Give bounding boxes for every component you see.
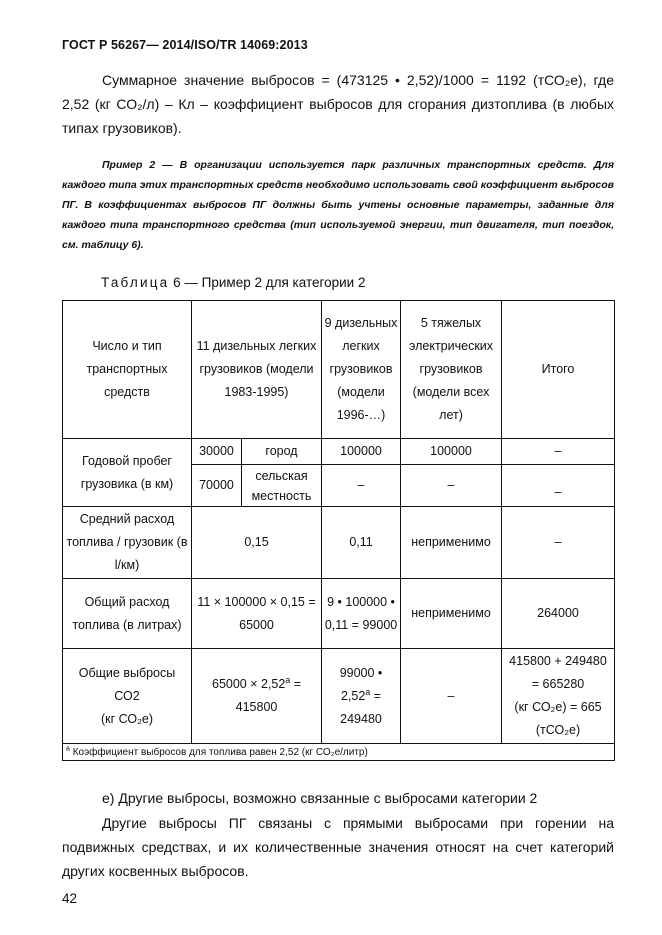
table-footnote: [63, 744, 615, 761]
intro-line-2: 2,52 (кг СО₂/л) – Кл – коэффициент выбросов для сгорания дизтоплива (в любых: [62, 96, 614, 112]
mileage-rural-label: сельская местность: [242, 465, 322, 507]
mileage-col5-city: –: [502, 439, 615, 465]
section-e-heading: е) Другие выбросы, возможно связанные с выбросами категории 2: [102, 790, 538, 806]
emissions-col3-line-2: [324, 685, 398, 708]
table-footnote-row: [63, 744, 615, 761]
emissions-col2: [192, 649, 322, 744]
header-cell-total: Итого: [502, 301, 615, 439]
mileage-city-label: город: [242, 439, 322, 465]
mileage-rural-value: 70000: [192, 465, 242, 507]
footnote-text: Коэффициент выбросов для топлива равен 2,52 (кг СО₂е/литр): [72, 746, 368, 758]
document-header: ГОСТ Р 56267— 2014/ISO/TR 14069:2013: [62, 38, 308, 52]
table-caption-title: Пример 2 для категории 2: [201, 275, 366, 290]
total-fuel-col3: 9 • 100000 • 0,11 = 99000: [322, 579, 401, 649]
header-cell-vehicle-type: Число и тип транспортных средств: [63, 301, 192, 439]
example-2-text: Пример 2 — В организации используется парк различных транспортных средств. Для каждого типа этих транспортных средств необходимо использовать свой коэффициент выбросов ПГ. В коэффициентах выбросов ПГ должны быть учтены основные параметры, заданные для каждого типа транспортного средства (тип используемой энергии, тип двигателя, тип поездок, см. таблицу 6).: [62, 159, 614, 251]
footnote-mark: a: [66, 745, 70, 753]
consumption-col4: неприменимо: [401, 507, 502, 579]
emissions-col5-line-4: (тСО₂е): [535, 723, 581, 737]
emissions-col2-formula: [194, 673, 319, 696]
mileage-col5-rural: –: [502, 465, 615, 507]
mileage-col4-rural: –: [401, 465, 502, 507]
emissions-col5-line-2: = 665280: [531, 677, 585, 691]
table-caption-word: Таблица: [101, 275, 170, 290]
mileage-col3-rural: –: [322, 465, 401, 507]
mileage-col4-city: 100000: [401, 439, 502, 465]
page-number: 42: [62, 891, 78, 906]
table-caption: [101, 275, 365, 290]
emissions-col5-line-3: (кг СО₂е) = 665: [514, 700, 602, 714]
section-e-text: Другие выбросы ПГ связаны с прямыми выбросами при горении на подвижных средствах, и их количественные значения относят на счет категорий других косвенных выбросов.: [62, 815, 614, 879]
emissions-label-line-2: СО2: [114, 688, 140, 703]
row-label-total-fuel: Общий расход топлива (в литрах): [63, 579, 192, 649]
table-header-row: [63, 301, 615, 439]
mileage-col3-city: 100000: [322, 439, 401, 465]
consumption-col5: –: [502, 507, 615, 579]
table-caption-number: 6: [173, 275, 181, 290]
row-label-emissions: [63, 649, 192, 744]
footnote-marker: a: [365, 686, 371, 697]
mileage-city-value: 30000: [192, 439, 242, 465]
table-caption-dash: —: [184, 275, 198, 290]
emissions-label-line-3: (кг СО₂е): [100, 711, 154, 726]
emissions-col5: [502, 649, 615, 744]
emissions-col2-eq: =: [293, 677, 302, 691]
emissions-col5-line-1: 415800 + 249480: [509, 654, 607, 668]
emissions-col3: [322, 649, 401, 744]
header-cell-diesel-old: 11 дизельных легких грузовиков (модели 1983-1995): [192, 301, 322, 439]
intro-line-3: типах грузовиков).: [62, 120, 182, 136]
emissions-col3-line-3: 249480: [340, 711, 382, 726]
emissions-col2-result: 415800: [235, 700, 278, 714]
emissions-col2-expr: 65000 × 2,52: [212, 677, 286, 691]
table-row-total-fuel: [63, 579, 615, 649]
row-label-consumption: Средний расход топлива / грузовик (в l/км): [63, 507, 192, 579]
table-row-mileage-city: [63, 439, 615, 465]
total-fuel-col2: 11 × 100000 × 0,15 = 65000: [192, 579, 322, 649]
total-fuel-col5: 264000: [502, 579, 615, 649]
header-cell-diesel-new: 9 дизельных легких грузовиков (модели 1996-…): [322, 301, 401, 439]
emissions-col3-eq: =: [373, 688, 382, 703]
header-cell-electric-heavy: 5 тяжелых электрических грузовиков (модели всех лет): [401, 301, 502, 439]
total-fuel-col4: неприменимо: [401, 579, 502, 649]
table-row-emissions: [63, 649, 615, 744]
intro-line-1: Суммарное значение выбросов = (473125 • 2,52)/1000 = 1192 (тСО₂е), где: [102, 72, 614, 88]
table-row-consumption: [63, 507, 615, 579]
emissions-label-line-1: Общие выбросы: [78, 665, 176, 680]
footnote-marker: a: [285, 674, 291, 685]
row-label-mileage: Годовой пробег грузовика (в км): [63, 439, 192, 507]
consumption-col2: 0,15: [192, 507, 322, 579]
emissions-col3-factor: 2,52: [341, 688, 366, 703]
consumption-col3: 0,11: [322, 507, 401, 579]
table-6: [62, 300, 615, 761]
emissions-col3-line-1: 99000 •: [339, 665, 383, 680]
emissions-col4: –: [401, 649, 502, 744]
